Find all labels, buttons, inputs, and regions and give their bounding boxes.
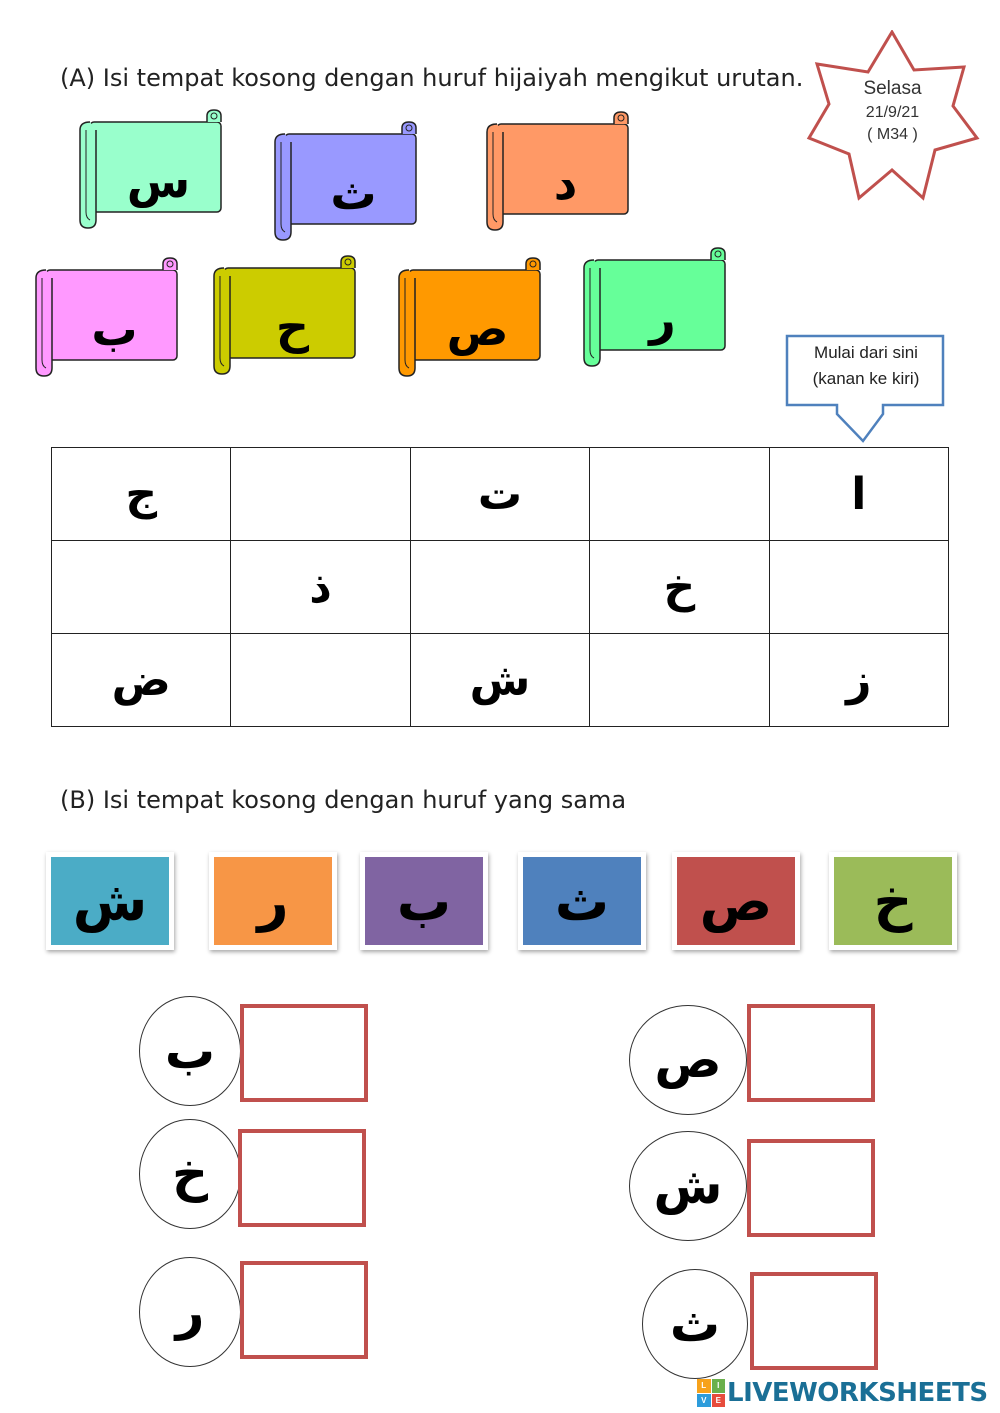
grid-cell-3-5: ض	[52, 634, 231, 727]
scroll-letter: ث	[330, 165, 377, 220]
logo-mark-e: E	[712, 1394, 726, 1408]
grid-cell-2-3[interactable]	[410, 541, 589, 634]
tile-letter-2: ر	[214, 857, 332, 945]
scroll-letter: ب	[91, 301, 138, 356]
scroll-tile-1[interactable]	[76, 108, 226, 233]
grid-cell-3-2[interactable]	[590, 634, 769, 727]
grid-row-2	[52, 541, 949, 634]
grid-cell-2-2: خ	[590, 541, 769, 634]
grid-cell-1-5: ج	[52, 448, 231, 541]
match-circle-left-2: خ	[139, 1119, 241, 1229]
scroll-letter: ر	[649, 291, 676, 346]
grid-cell-1-3: ت	[410, 448, 589, 541]
match-circle-right-3: ث	[642, 1269, 748, 1379]
logo-mark-l: L	[697, 1379, 711, 1393]
start-here-callout	[785, 334, 947, 446]
scroll-tile-5[interactable]	[210, 254, 360, 379]
scroll-letter: د	[553, 155, 578, 210]
logo-mark-icon	[697, 1379, 725, 1407]
scroll-letter: ص	[446, 301, 509, 356]
tile-letter-4: ث	[523, 857, 641, 945]
match-circle-right-2: ش	[629, 1131, 747, 1241]
section-b-heading: (B) Isi tempat kosong dengan huruf yang sama	[60, 786, 627, 814]
letter-tile-3[interactable]	[360, 852, 488, 950]
date-star-badge	[805, 30, 980, 202]
logo-mark-i: I	[712, 1379, 726, 1393]
answer-box-right-2[interactable]	[747, 1139, 875, 1237]
answer-box-left-1[interactable]	[240, 1004, 368, 1102]
liveworksheets-logo	[697, 1376, 988, 1410]
logo-wordmark: LIVEWORKSHEETS	[727, 1378, 988, 1408]
tile-letter-3: ب	[365, 857, 483, 945]
badge-code: ( M34 )	[867, 126, 918, 143]
scroll-letter: س	[126, 153, 191, 208]
letter-sequence-grid	[51, 447, 949, 727]
grid-cell-2-1[interactable]	[769, 541, 948, 634]
grid-cell-2-5[interactable]	[52, 541, 231, 634]
scroll-tile-6[interactable]	[395, 256, 545, 381]
badge-date: 21/9/21	[865, 104, 920, 121]
scroll-tile-3[interactable]	[483, 110, 633, 235]
letter-tile-5[interactable]	[672, 852, 800, 950]
section-a-heading: (A) Isi tempat kosong dengan huruf hijaiyah mengikut urutan.	[60, 64, 804, 92]
answer-box-left-2[interactable]	[238, 1129, 366, 1227]
grid-cell-1-1: ا	[769, 448, 948, 541]
grid-row-1	[52, 448, 949, 541]
match-circle-left-3: ر	[139, 1257, 241, 1367]
grid-cell-3-3: ش	[410, 634, 589, 727]
scroll-tile-2[interactable]	[271, 120, 421, 245]
letter-tile-2[interactable]	[209, 852, 337, 950]
answer-box-left-3[interactable]	[240, 1261, 368, 1359]
match-circle-left-1: ب	[139, 996, 241, 1106]
answer-box-right-1[interactable]	[747, 1004, 875, 1102]
callout-line-2: (kanan ke kiri)	[812, 369, 920, 388]
grid-row-3	[52, 634, 949, 727]
grid-cell-2-4: ذ	[231, 541, 410, 634]
letter-tile-4[interactable]	[518, 852, 646, 950]
callout-line-1: Mulai dari sini	[814, 343, 918, 362]
answer-box-right-3[interactable]	[750, 1272, 878, 1370]
grid-cell-1-4[interactable]	[231, 448, 410, 541]
letter-tile-6[interactable]	[829, 852, 957, 950]
scroll-letter: ح	[275, 299, 310, 354]
grid-cell-3-4[interactable]	[231, 634, 410, 727]
tile-letter-1: ش	[51, 857, 169, 945]
grid-cell-1-2[interactable]	[590, 448, 769, 541]
match-circle-right-1: ص	[629, 1005, 747, 1115]
scroll-tile-7[interactable]	[580, 246, 730, 371]
tile-letter-5: ص	[677, 857, 795, 945]
grid-cell-3-1: ز	[769, 634, 948, 727]
scroll-tile-4[interactable]	[32, 256, 182, 381]
letter-tile-1[interactable]	[46, 852, 174, 950]
badge-day: Selasa	[863, 78, 922, 99]
tile-letter-6: خ	[834, 857, 952, 945]
logo-mark-v: V	[697, 1394, 711, 1408]
